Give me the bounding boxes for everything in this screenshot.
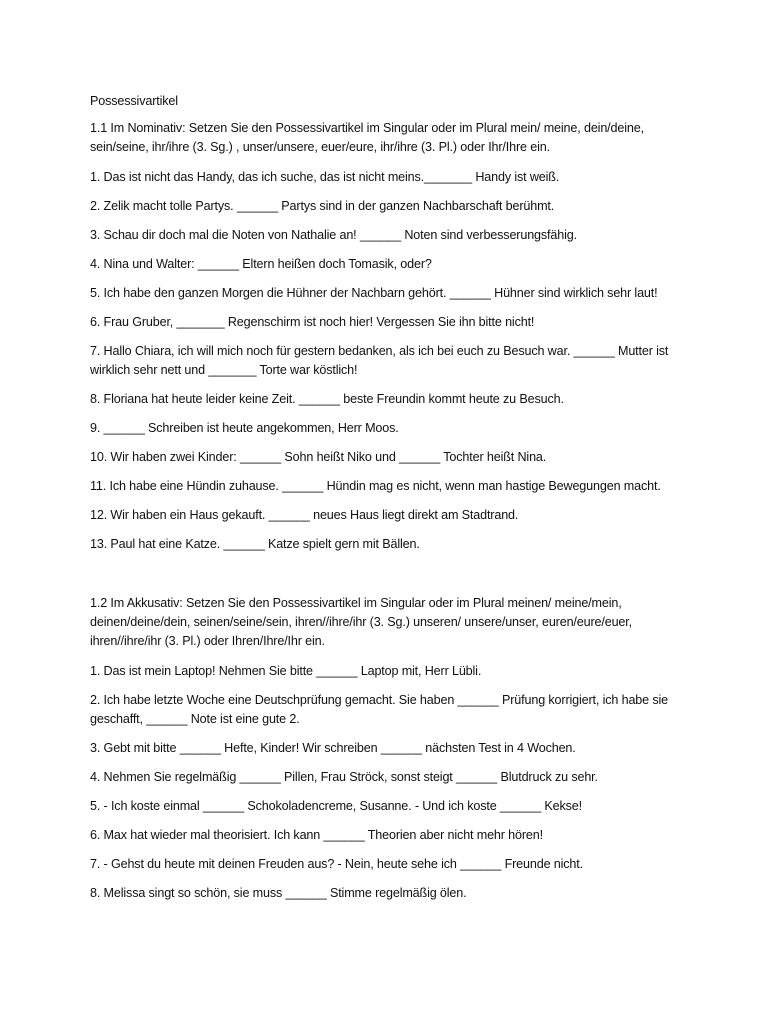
section2-exercise-list	[90, 662, 690, 903]
exercise-item: 3. Schau dir doch mal die Noten von Nathalie an! ______ Noten sind verbesserungsfähig.	[90, 228, 577, 242]
exercise-item: 1. Das ist mein Laptop! Nehmen Sie bitte ______ Laptop mit, Herr Lübli.	[90, 664, 482, 678]
exercise-item: 1. Das ist nicht das Handy, das ich suche, das ist nicht meins._______ Handy ist weiß.	[90, 170, 560, 184]
exercise-item: 4. Nina und Walter: ______ Eltern heißen doch Tomasik, oder?	[90, 257, 432, 271]
section1-exercise-list	[90, 168, 690, 554]
exercise-item: 3. Gebt mit bitte ______ Hefte, Kinder! Wir schreiben ______ nächsten Test in 4 Wochen.	[90, 741, 576, 755]
exercise-item: 11. Ich habe eine Hündin zuhause. ______ Hündin mag es nicht, wenn man hastige Bewegungen macht.	[90, 479, 661, 493]
section2-instruction: 1.2 Im Akkusativ: Setzen Sie den Possessivartikel im Singular oder im Plural meinen/ meine/mein, deinen/deine/dein, seinen/seine/sein, ihren//ihre/ihr (3. Sg.) unseren/ unsere/unser, euren/eure/euer, ihren//ihre/ihr (3. Pl.) oder Ihren/Ihre/Ihr ein.	[90, 596, 632, 648]
section1-instruction: 1.1 Im Nominativ: Setzen Sie den Possessivartikel im Singular oder im Plural mein/ meine, dein/deine, sein/seine, ihr/ihre (3. Sg.) , unser/unsere, euer/eure, ihr/ihre (3. Pl.) oder Ihr/Ihre ein.	[90, 121, 644, 154]
exercise-item: 5. Ich habe den ganzen Morgen die Hühner der Nachbarn gehört. ______ Hühner sind wirklich sehr laut!	[90, 286, 658, 300]
exercise-item: 2. Zelik macht tolle Partys. ______ Partys sind in der ganzen Nachbarschaft berühmt.	[90, 199, 555, 213]
exercise-item: 8. Floriana hat heute leider keine Zeit. ______ beste Freundin kommt heute zu Besuch.	[90, 392, 564, 406]
exercise-item: 13. Paul hat eine Katze. ______ Katze spielt gern mit Bällen.	[90, 537, 420, 551]
exercise-item: 5. - Ich koste einmal ______ Schokoladencreme, Susanne. - Und ich koste ______ Kekse!	[90, 799, 583, 813]
exercise-item: 6. Frau Gruber, _______ Regenschirm ist noch hier! Vergessen Sie ihn bitte nicht!	[90, 315, 535, 329]
exercise-item: 4. Nehmen Sie regelmäßig ______ Pillen, Frau Ströck, sonst steigt ______ Blutdruck zu sehr.	[90, 770, 598, 784]
section-spacer	[90, 564, 690, 594]
exercise-item: 8. Melissa singt so schön, sie muss ______ Stimme regelmäßig ölen.	[90, 886, 467, 900]
worksheet-title: Possessivartikel	[90, 94, 178, 108]
exercise-item: 6. Max hat wieder mal theorisiert. Ich kann ______ Theorien aber nicht mehr hören!	[90, 828, 543, 842]
exercise-item: 2. Ich habe letzte Woche eine Deutschprüfung gemacht. Sie haben ______ Prüfung korrigiert, ich habe sie geschafft, ______ Note ist eine gute 2.	[90, 693, 669, 726]
exercise-item: 9. ______ Schreiben ist heute angekommen, Herr Moos.	[90, 421, 399, 435]
exercise-item: 12. Wir haben ein Haus gekauft. ______ neues Haus liegt direkt am Stadtrand.	[90, 508, 519, 522]
exercise-item: 7. - Gehst du heute mit deinen Freuden aus? - Nein, heute sehe ich ______ Freunde nicht.	[90, 857, 583, 871]
exercise-item: 10. Wir haben zwei Kinder: ______ Sohn heißt Niko und ______ Tochter heißt Nina.	[90, 450, 547, 464]
exercise-item: 7. Hallo Chiara, ich will mich noch für gestern bedanken, als ich bei euch zu Besuch war. ______ Mutter ist wirklich sehr nett und _______ Torte war köstlich!	[90, 344, 669, 377]
worksheet-page	[90, 92, 690, 913]
